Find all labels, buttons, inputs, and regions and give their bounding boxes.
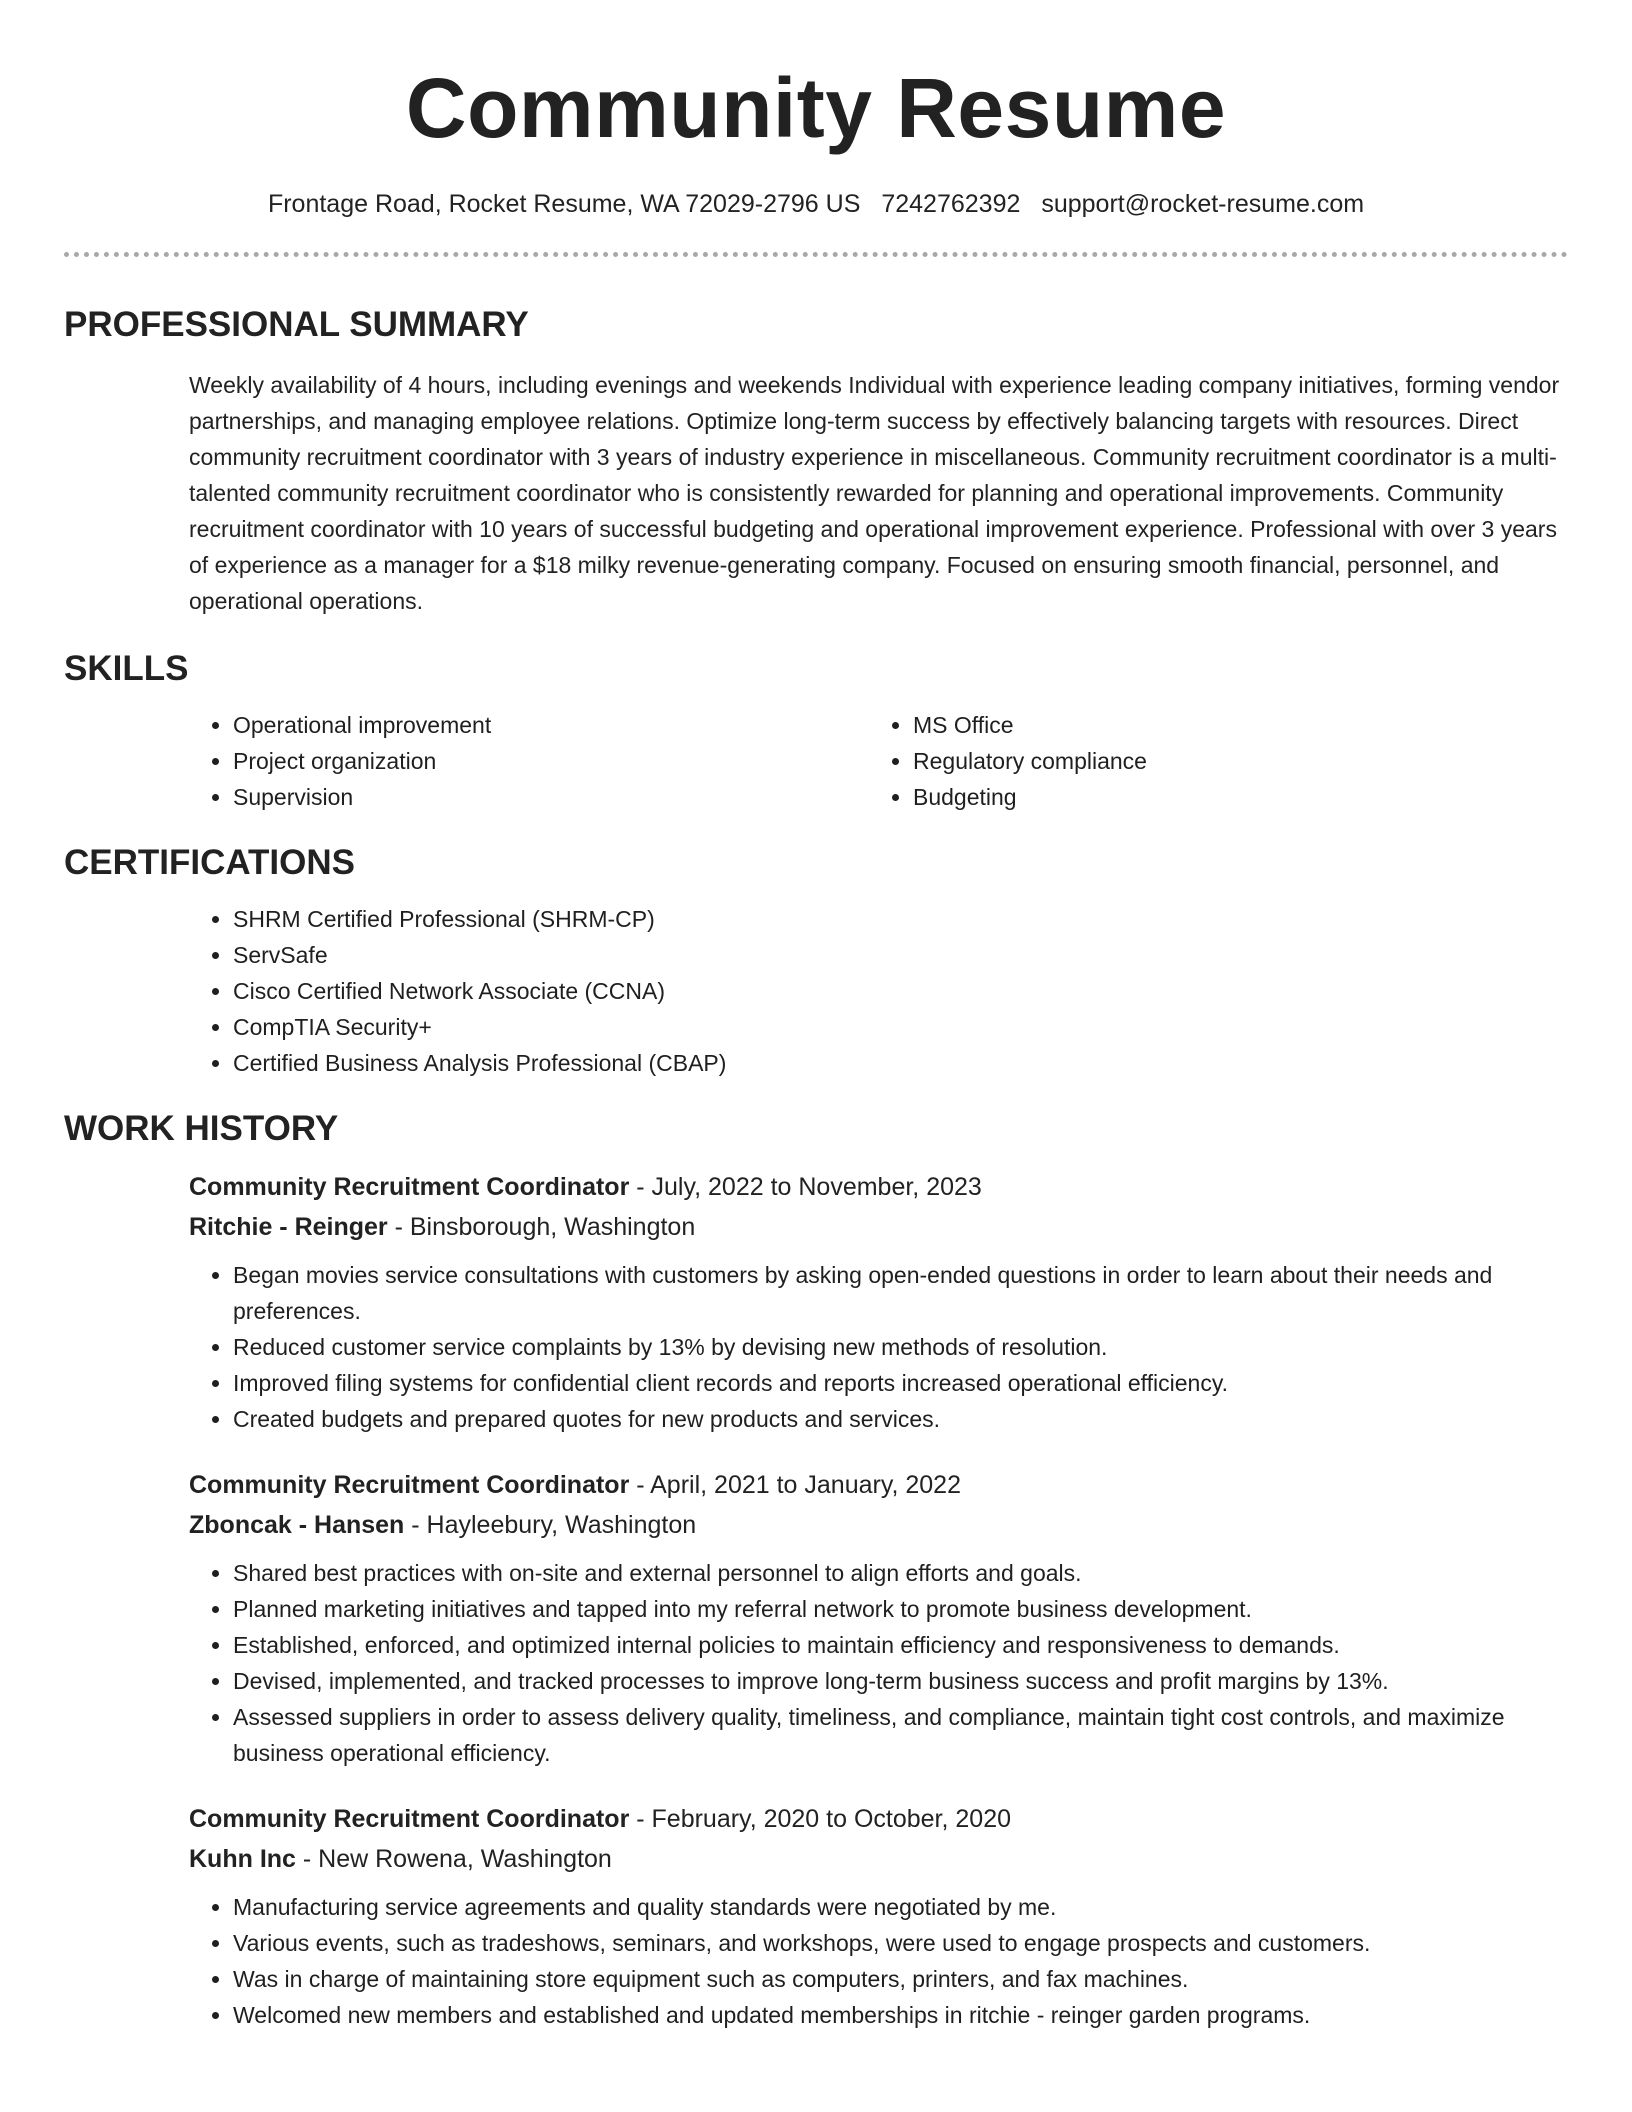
job-location: - Hayleebury, Washington <box>404 1511 697 1539</box>
job-location: - New Rowena, Washington <box>295 1845 612 1873</box>
certifications-heading: CERTIFICATIONS <box>64 843 356 882</box>
job-bullet: • Welcomed new members and established and updated memberships in ritchie - reinger garden programs. <box>233 1997 1568 2033</box>
job-bullet: • Improved filing systems for confidential client records and reports increased operational efficiency. <box>233 1365 1568 1401</box>
certifications-list <box>189 901 1568 1081</box>
job-role: Community Recruitment Coordinator <box>189 1173 630 1201</box>
summary-heading: PROFESSIONAL SUMMARY <box>64 305 529 344</box>
skill-item: • Budgeting <box>913 779 1549 815</box>
job-dates: - February, 2020 to October, 2020 <box>629 1805 1011 1833</box>
contact-email: support@rocket-resume.com <box>1041 190 1365 218</box>
job-bullet: • Was in charge of maintaining store equipment such as computers, printers, and fax machines. <box>233 1961 1568 1997</box>
contact-address: Frontage Road, Rocket Resume, WA 72029-2796 US <box>267 190 861 218</box>
job-bullet: • Shared best practices with on-site and external personnel to align efforts and goals. <box>233 1555 1568 1591</box>
job-title-line <box>189 1167 1568 1207</box>
resume-page <box>64 0 1568 2033</box>
job-bullet: • Assessed suppliers in order to assess delivery quality, timeliness, and compliance, maintain tight cost controls, and maximize business operational efficiency. <box>233 1699 1568 1771</box>
job-role: Community Recruitment Coordinator <box>189 1471 630 1499</box>
certification-item: • Cisco Certified Network Associate (CCNA) <box>233 973 1568 1009</box>
job-bullet: • Established, enforced, and optimized internal policies to maintain efficiency and responsiveness to demands. <box>233 1627 1568 1663</box>
skill-item: • Supervision <box>233 779 869 815</box>
work-history-heading: WORK HISTORY <box>64 1109 339 1148</box>
skill-item: • Operational improvement <box>233 707 869 743</box>
job-company: Ritchie - Reinger <box>189 1213 388 1241</box>
skills-heading: SKILLS <box>64 649 189 688</box>
skills-right-list <box>869 707 1549 815</box>
skill-item: • Project organization <box>233 743 869 779</box>
job-bullet: • Began movies service consultations with customers by asking open-ended questions in order to learn about their needs and preferences. <box>233 1257 1568 1329</box>
job-title-line <box>189 1799 1568 1839</box>
job-location: - Binsborough, Washington <box>387 1213 696 1241</box>
certification-item: • CompTIA Security+ <box>233 1009 1568 1045</box>
contact-line <box>64 188 1568 220</box>
job-entry <box>189 1167 1568 1437</box>
certification-item: • SHRM Certified Professional (SHRM-CP) <box>233 901 1568 937</box>
header-divider <box>64 252 1568 257</box>
job-company: Zboncak - Hansen <box>189 1511 405 1539</box>
skills-columns <box>189 707 1568 815</box>
job-bullet: • Planned marketing initiatives and tapped into my referral network to promote business development. <box>233 1591 1568 1627</box>
contact-phone: 7242762392 <box>881 190 1021 218</box>
certification-item: • Certified Business Analysis Professional (CBAP) <box>233 1045 1568 1081</box>
skill-item: • MS Office <box>913 707 1549 743</box>
job-bullet: • Devised, implemented, and tracked processes to improve long-term business success and profit margins by 13%. <box>233 1663 1568 1699</box>
certification-item: • ServSafe <box>233 937 1568 973</box>
job-bullet: • Created budgets and prepared quotes for new products and services. <box>233 1401 1568 1437</box>
job-bullet: • Manufacturing service agreements and quality standards were negotiated by me. <box>233 1889 1568 1925</box>
job-bullets <box>189 1889 1568 2033</box>
job-title-line <box>189 1465 1568 1505</box>
job-bullet: • Reduced customer service complaints by 13% by devising new methods of resolution. <box>233 1329 1568 1365</box>
job-company-line <box>189 1839 1568 1879</box>
job-dates: - July, 2022 to November, 2023 <box>629 1173 982 1201</box>
job-bullet: • Various events, such as tradeshows, seminars, and workshops, were used to engage prospects and customers. <box>233 1925 1568 1961</box>
job-role: Community Recruitment Coordinator <box>189 1805 630 1833</box>
job-bullets <box>189 1555 1568 1771</box>
job-entry <box>189 1465 1568 1771</box>
job-company: Kuhn Inc <box>189 1845 296 1873</box>
skills-left-list <box>189 707 869 815</box>
resume-name: Community Resume <box>405 61 1227 155</box>
summary-text: Weekly availability of 4 hours, including evenings and weekends Individual with experience leading company initiatives, forming vendor partnerships, and managing employee relations. Optimize long-term success by effectively balancing targets with resources. Direct community recruitment coordinator with 3 years of industry experience in miscellaneous. Community recruitment coordinator is a multi-talented community recruitment coordinator who is consistently rewarded for planning and operational improvements. Community recruitment coordinator with 10 years of successful budgeting and operational improvement experience. Professional with over 3 years of experience as a manager for a $18 milky revenue-generating company. Focused on ensuring smooth financial, personnel, and operational operations. <box>189 372 1560 614</box>
job-bullets <box>189 1257 1568 1437</box>
job-dates: - April, 2021 to January, 2022 <box>629 1471 961 1499</box>
skill-item: • Regulatory compliance <box>913 743 1549 779</box>
job-company-line <box>189 1207 1568 1247</box>
job-company-line <box>189 1505 1568 1545</box>
job-entry <box>189 1799 1568 2033</box>
